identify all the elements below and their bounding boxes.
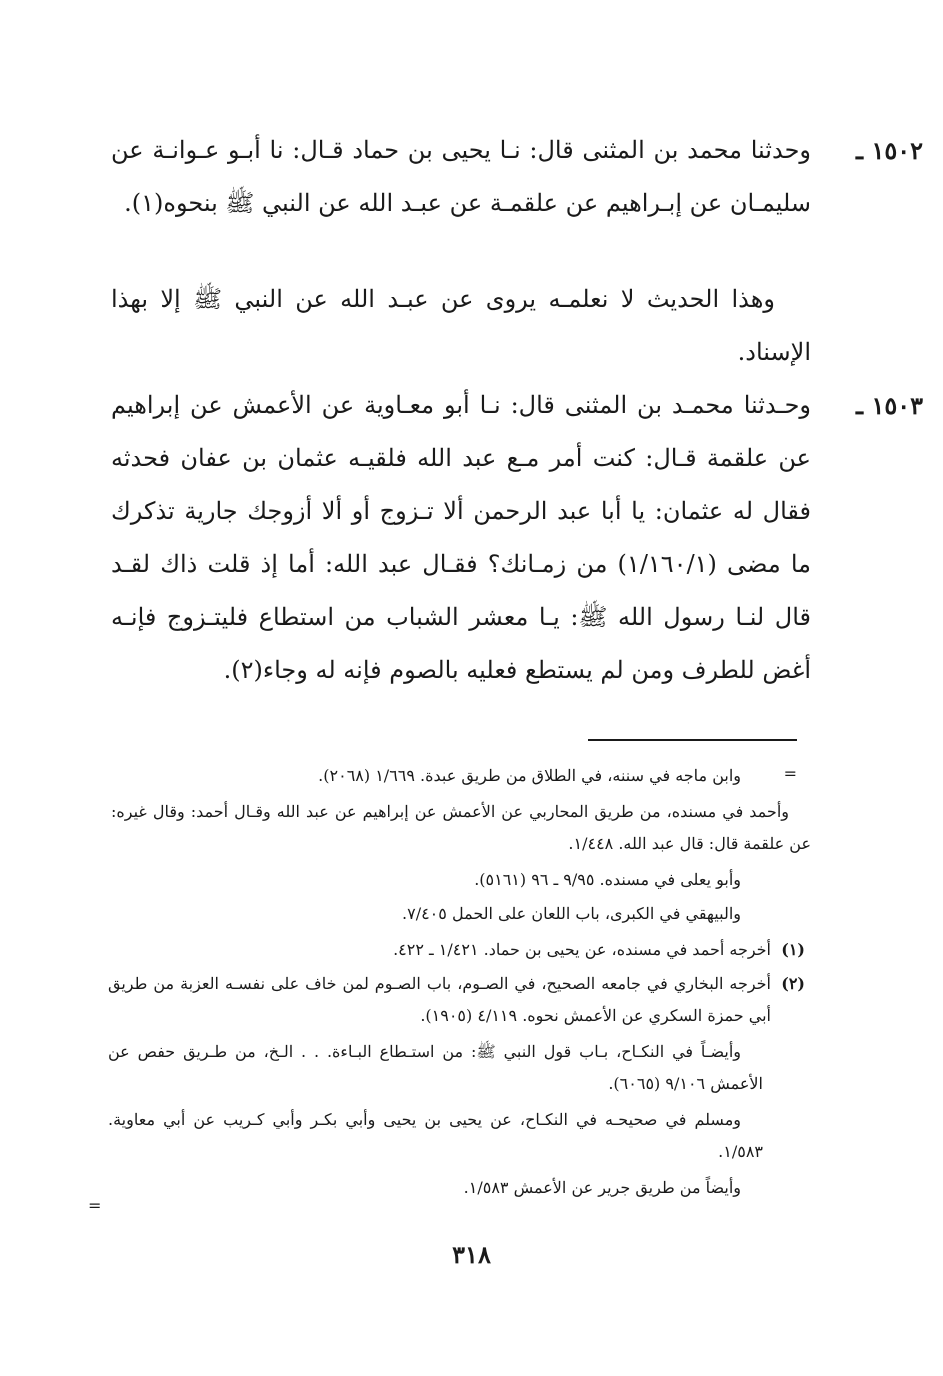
page-number: ٣١٨ (452, 1240, 491, 1269)
footnote-2-line: ومسلم في صحيحـه في النكـاح، عن يحيى بن يحيى وأبي بكـر وأبي كـريب عن أبي معاوية. ١/٥٨٣. (108, 1110, 763, 1161)
hadith-text: وحـدثنا محمـد بن المثنى قال: نـا أبو معـاوية عن الأعمش عن إبراهيم عن علقمة قـال: كنت أمر مـع عبد الله فلقيـه عثمان بن عفان فحدثه فقال له عثمان: يا أبا عبد الرحمن ألا تـزوج أو ألا أزوجك جارية تذكرك ما مضى (١/١٦٠/١) من زمـانك؟ فقـال عبد الله: أما إذ قلت ذاك لقـد قال لنـا رسول الله ﷺ: يـا معشر الشباب من استطاع فليتـزوج فإنـه أغض للطرف ومن لم يستطع فعليه بالصوم فإنه له وجاء(٢). (111, 391, 811, 684)
footnote-2-line: وأيضـاً في النكـاح، بـاب قول النبي ﷺ: من استـطاع البـاءة. . . الـخ، من طـريق حفص عن الأعمش ٩/١٠٦ (٦٠٦٥). (108, 1042, 763, 1093)
hadith-number: ١٥٠٣ ـ (856, 391, 923, 420)
footnote-2-line: وأيضاً من طريق جرير عن الأعمش ١/٥٨٣. (463, 1178, 741, 1197)
footnote-cont-line: وأبو يعلى في مسنده. ٩/٩٥ ـ ٩٦ (٥١٦١). (474, 870, 741, 889)
continuation-mark: = (783, 764, 797, 783)
footnote-text: أخرجه البخاري في جامعه الصحيح، في الصـوم، باب الصـوم لمن خاف على نفسـه العزبة من طريق أبي حمزة السكري عن الأعمش نحوه. ٤/١١٩ (١٩٠٥). (108, 974, 771, 1025)
hadith-number: ١٥٠٢ ـ (856, 136, 923, 165)
footnote-marker: (٢) (781, 974, 805, 993)
footnote-2 (108, 968, 805, 1032)
hadith-1503 (111, 379, 923, 697)
hadith-1502 (111, 124, 923, 230)
hadith-text: وحدثنا محمد بن المثنى قال: نـا يحيى بن حماد قـال: نا أبـو عـوانـة عن سليمـان عن إبـراهيم عن علقمـة عن عبـد الله عن النبي ﷺ بنحوه(١). (111, 136, 811, 217)
footnote-cont-line: وأحمد في مسنده، من طريق المحاربي عن الأعمش عن إبراهيم عن عبد الله وقـال أحمد: وقال غيره: عن علقمة قال: قال عبد الله. ١/٤٤٨. (111, 802, 811, 853)
footnote-marker: (١) (781, 940, 805, 959)
footnote-divider (588, 739, 797, 741)
footnote-cont-line: وابن ماجه في سننه، في الطلاق من طريق عبدة. ١/٦٦٩ (٢٠٦٨). (318, 766, 741, 785)
footnote-1 (171, 934, 805, 966)
hadith-commentary: وهذا الحديث لا نعلمـه يروى عن عبـد الله عن النبي ﷺ إلا بهذا الإسناد. (111, 285, 811, 366)
footnote-cont-line: والبيهقي في الكبرى، باب اللعان على الحمل ٧/٤٠٥. (402, 904, 741, 923)
footnote-text: أخرجه أحمد في مسنده، عن يحيى بن حماد. ١/٤٢١ ـ ٤٢٢. (393, 940, 771, 959)
continuation-mark-end: = (88, 1196, 102, 1215)
